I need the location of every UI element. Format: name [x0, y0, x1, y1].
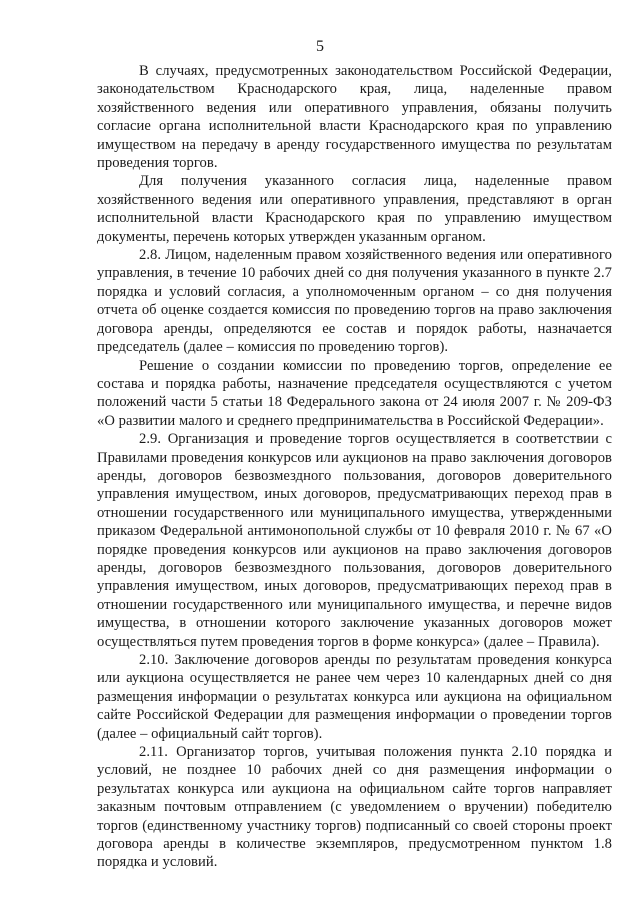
paragraph-consent-requirement: В случаях, предусмотренных законодательством Российской Федерации, законодательством Краснодарского края, лица, наделенные правом хозяйственного ведения или оперативного управления, обязаны получить согласие органа исполнительной власти Краснодарского края по управлению имуществом на передачу в аренду государственного имущества по результатам проведения торгов. — [97, 63, 612, 172]
paragraph-consent-documents: Для получения указанного согласия лица, наделенные правом хозяйственного ведения или оперативного управления, представляют в орган исполнительной власти Краснодарского края по управлению имуществом документы, перечень которых утвержден указанным органом. — [97, 173, 612, 245]
page-number: 5 — [316, 38, 324, 55]
paragraph-2-8: 2.8. Лицом, наделенным правом хозяйственного ведения или оперативного управления, в течение 10 рабочих дней со дня получения указанного в пункте 2.7 порядка и условий согласия, а уполномоченным органом – со дня получения отчета об оценке создается комиссия по проведению торгов на право заключения договора аренды, определяются ее состав и порядок работы, назначается председатель (далее – комиссия по проведению торгов). — [97, 247, 612, 356]
paragraph-2-9: 2.9. Организация и проведение торгов осуществляется в соответствии с Правилами проведения конкурсов или аукционов на право заключения договоров аренды, договоров безвозмездного пользования, договоров доверительного управления имуществом, иных договоров, предусматривающих переход прав в отношении государственного или муниципального имущества, утвержденными приказом Федеральной антимонопольной службы от 10 февраля 2010 г. № 67 «О порядке проведения конкурсов или аукционов на право заключения договоров аренды, договоров безвозмездного пользования, договоров доверительного управления имуществом, иных договоров, предусматривающих переход прав в отношении государственного или муниципального имущества, и перечне видов имущества, в отношении которого заключение указанных договоров может осуществляться путем проведения торгов в форме конкурса» (далее – Правила). — [97, 431, 612, 650]
paragraph-commission-decision: Решение о создании комиссии по проведению торгов, определение ее состава и порядка работы, назначение председателя осуществляются с учетом положений части 5 статьи 18 Федерального закона от 24 июля 2007 г. № 209-ФЗ «О развитии малого и среднего предпринимательства в Российской Федерации». — [97, 357, 612, 429]
document-body — [97, 62, 612, 872]
paragraph-2-11: 2.11. Организатор торгов, учитывая положения пункта 2.10 порядка и условий, не позднее 10 рабочих дней со дня размещения информации о результатах конкурса или аукциона на официальном сайте торгов направляет заказным почтовым отправлением (с уведомлением о вручении) победителю торгов (единственному участнику торгов) подписанный со своей стороны проект договора аренды в количестве экземпляров, предусмотренном пунктом 1.8 порядка и условий. — [97, 744, 612, 871]
paragraph-2-10: 2.10. Заключение договоров аренды по результатам проведения конкурса или аукциона осуществляется не ранее чем через 10 календарных дней со дня размещения информации о результатах конкурса или аукциона на официальном сайте Российской Федерации для размещения информации о проведении торгов (далее – официальный сайт торгов). — [97, 652, 612, 742]
